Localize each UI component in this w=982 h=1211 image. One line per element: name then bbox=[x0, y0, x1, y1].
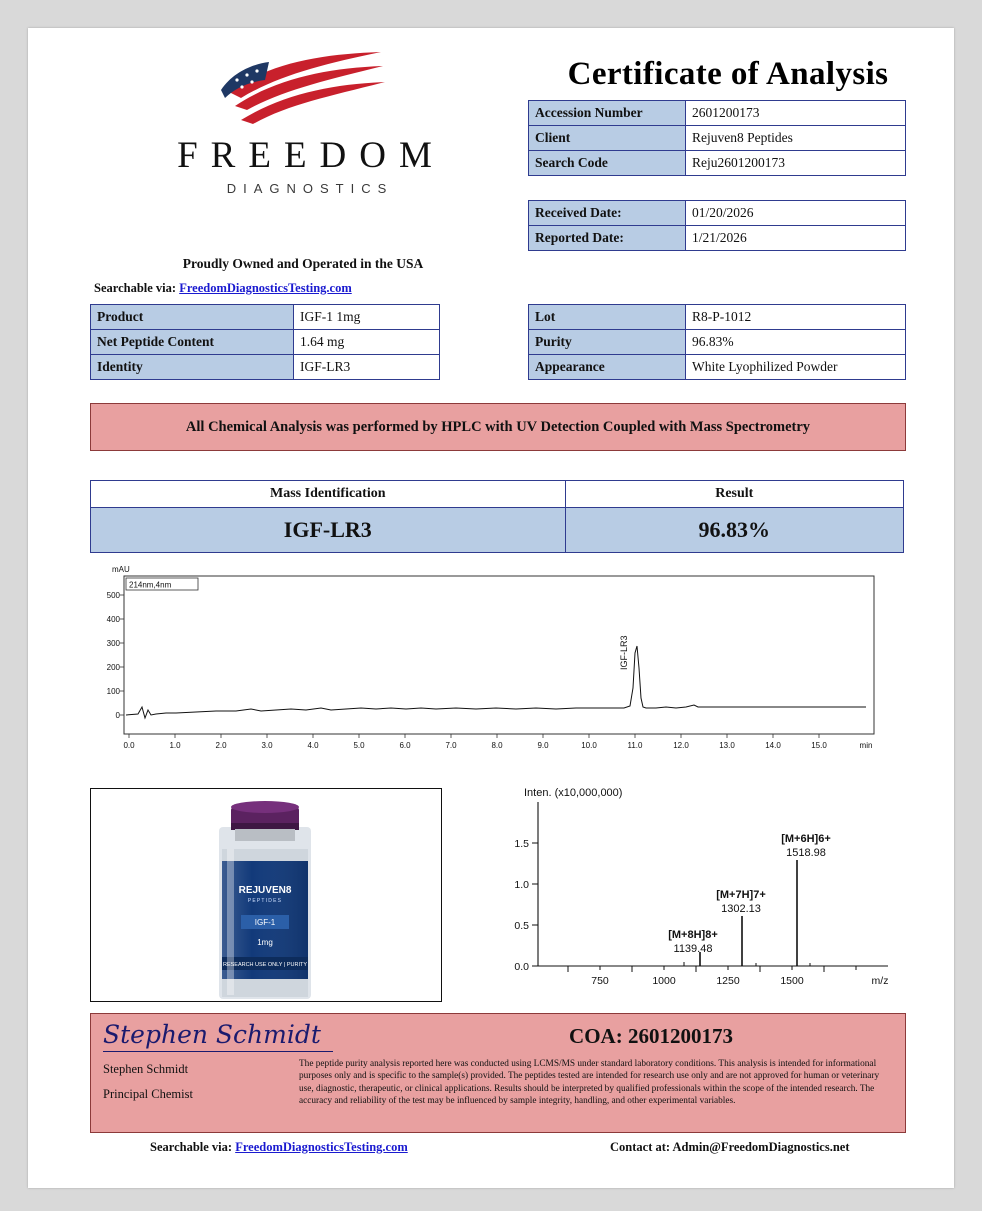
svg-text:13.0: 13.0 bbox=[719, 741, 735, 750]
svg-text:14.0: 14.0 bbox=[765, 741, 781, 750]
table-row bbox=[91, 330, 440, 355]
svg-text:200: 200 bbox=[106, 663, 120, 672]
dates-table bbox=[528, 200, 906, 251]
brand-logo bbox=[156, 50, 456, 196]
table-header-row bbox=[91, 481, 904, 508]
table-row bbox=[529, 330, 906, 355]
svg-text:0.0: 0.0 bbox=[514, 961, 529, 973]
ms-mz-7plus: 1302.13 bbox=[721, 903, 761, 915]
svg-text:1.5: 1.5 bbox=[514, 838, 529, 850]
svg-text:1500: 1500 bbox=[780, 975, 804, 987]
searchable-top-link[interactable]: FreedomDiagnosticsTesting.com bbox=[179, 281, 352, 295]
table-row bbox=[529, 101, 906, 126]
identity-value: IGF-LR3 bbox=[294, 355, 440, 380]
svg-text:214nm,4nm: 214nm,4nm bbox=[129, 580, 172, 590]
vial-brand: REJUVEN8 bbox=[238, 885, 292, 896]
search-code-value: Reju2601200173 bbox=[686, 151, 906, 176]
svg-text:6.0: 6.0 bbox=[399, 741, 411, 750]
table-row bbox=[529, 151, 906, 176]
analysis-method-banner: All Chemical Analysis was performed by HPLC with UV Detection Coupled with Mass Spectrometry bbox=[90, 403, 906, 451]
vial-sub: PEPTIDES bbox=[247, 898, 283, 904]
reported-date-value: 1/21/2026 bbox=[686, 226, 906, 251]
page-title: Certificate of Analysis bbox=[567, 56, 889, 92]
svg-text:mAU: mAU bbox=[112, 565, 130, 574]
svg-text:4.0: 4.0 bbox=[307, 741, 319, 750]
accession-number-value: 2601200173 bbox=[686, 101, 906, 126]
svg-text:7.0: 7.0 bbox=[445, 741, 457, 750]
table-row bbox=[529, 355, 906, 380]
table-row bbox=[529, 305, 906, 330]
document-header bbox=[28, 28, 954, 374]
result-value: 96.83% bbox=[565, 508, 903, 553]
ms-mz-6plus: 1518.98 bbox=[786, 847, 826, 859]
purity-label: Purity bbox=[529, 330, 686, 355]
table-row bbox=[529, 226, 906, 251]
table-row bbox=[91, 508, 904, 553]
svg-text:2.0: 2.0 bbox=[215, 741, 227, 750]
lot-label: Lot bbox=[529, 305, 686, 330]
svg-text:1250: 1250 bbox=[716, 975, 740, 987]
searchable-top bbox=[94, 281, 352, 296]
signer-role: Principal Chemist bbox=[103, 1087, 193, 1101]
ms-label-8plus: [M+8H]8+ bbox=[668, 929, 718, 941]
svg-text:300: 300 bbox=[106, 639, 120, 648]
svg-text:500: 500 bbox=[106, 591, 120, 600]
mass-spectrum-chart bbox=[488, 780, 908, 1008]
svg-text:750: 750 bbox=[591, 975, 609, 987]
svg-text:min: min bbox=[859, 741, 873, 750]
reported-date-label: Reported Date: bbox=[529, 226, 686, 251]
svg-text:100: 100 bbox=[106, 687, 120, 696]
disclaimer-text: The peptide purity analysis reported here was conducted using LCMS/MS under standard laboratory conditions. This analysis is intended for informational purposes only and is specific to the sample(s) provided. The peptides tested are intended for research use only and are not approved for human or veterinary use, diagnostic, therapeutic, or clinical applications. Results should be interpreted by qualified professionals within the scope of the intended research. The accuracy and reliability of the test may be influenced by sample integrity, handling, and other experimental variables. bbox=[299, 1059, 880, 1107]
lot-table bbox=[528, 304, 906, 380]
lot-value: R8-P-1012 bbox=[686, 305, 906, 330]
appearance-label: Appearance bbox=[529, 355, 686, 380]
ms-mz-8plus: 1139.48 bbox=[673, 943, 713, 955]
table-row bbox=[529, 126, 906, 151]
searchable-top-label: Searchable via: bbox=[94, 281, 177, 295]
mass-identification-table bbox=[90, 480, 904, 553]
svg-text:0.5: 0.5 bbox=[514, 920, 529, 932]
svg-text:10.0: 10.0 bbox=[581, 741, 597, 750]
appearance-value: White Lyophilized Powder bbox=[686, 355, 906, 380]
svg-text:0.0: 0.0 bbox=[123, 741, 135, 750]
hplc-chromatogram bbox=[76, 558, 906, 773]
brand-tagline: Proudly Owned and Operated in the USA bbox=[182, 256, 424, 271]
mass-id-value: IGF-LR3 bbox=[91, 508, 566, 553]
ms-label-7plus: [M+7H]7+ bbox=[716, 889, 766, 901]
received-date-label: Received Date: bbox=[529, 201, 686, 226]
product-table bbox=[90, 304, 440, 380]
search-code-label: Search Code bbox=[529, 151, 686, 176]
result-header: Result bbox=[565, 481, 903, 508]
brand-subtitle: DIAGNOSTICS bbox=[226, 181, 394, 196]
vial-note: RESEARCH USE ONLY | PURITY bbox=[222, 962, 308, 968]
vial-product: IGF-1 bbox=[254, 918, 276, 927]
flag-icon bbox=[211, 50, 401, 130]
signature: Stephen Schmidt bbox=[103, 1020, 333, 1052]
brand-name: FREEDOM bbox=[177, 135, 445, 176]
client-value: Rejuven8 Peptides bbox=[686, 126, 906, 151]
ms-label-6plus: [M+6H]6+ bbox=[781, 833, 831, 845]
searchable-bottom bbox=[150, 1140, 408, 1155]
product-value: IGF-1 1mg bbox=[294, 305, 440, 330]
svg-text:9.0: 9.0 bbox=[537, 741, 549, 750]
svg-text:8.0: 8.0 bbox=[491, 741, 503, 750]
client-label: Client bbox=[529, 126, 686, 151]
svg-text:IGF-LR3: IGF-LR3 bbox=[619, 635, 629, 670]
svg-text:5.0: 5.0 bbox=[353, 741, 365, 750]
searchable-bottom-link[interactable]: FreedomDiagnosticsTesting.com bbox=[235, 1140, 408, 1154]
svg-text:0: 0 bbox=[115, 711, 120, 720]
searchable-bottom-label: Searchable via: bbox=[150, 1140, 233, 1154]
coa-page bbox=[28, 28, 954, 1188]
svg-text:3.0: 3.0 bbox=[261, 741, 273, 750]
accession-table bbox=[528, 100, 906, 176]
received-date-value: 01/20/2026 bbox=[686, 201, 906, 226]
svg-text:12.0: 12.0 bbox=[673, 741, 689, 750]
table-row bbox=[91, 355, 440, 380]
net-peptide-content-label: Net Peptide Content bbox=[91, 330, 294, 355]
table-row bbox=[91, 305, 440, 330]
vial-dose: 1mg bbox=[257, 938, 273, 947]
identity-label: Identity bbox=[91, 355, 294, 380]
svg-text:1.0: 1.0 bbox=[514, 879, 529, 891]
ms-title: Inten. (x10,000,000) bbox=[524, 787, 623, 799]
purity-value: 96.83% bbox=[686, 330, 906, 355]
bottom-bar bbox=[90, 1140, 904, 1162]
svg-text:400: 400 bbox=[106, 615, 120, 624]
coa-number: COA: 2601200173 bbox=[569, 1024, 733, 1048]
svg-text:11.0: 11.0 bbox=[627, 741, 643, 750]
contact-info: Contact at: Admin@FreedomDiagnostics.net bbox=[610, 1140, 850, 1154]
vial-photo bbox=[90, 788, 442, 1002]
accession-number-label: Accession Number bbox=[529, 101, 686, 126]
svg-text:1000: 1000 bbox=[652, 975, 676, 987]
mass-id-header: Mass Identification bbox=[91, 481, 566, 508]
table-row bbox=[529, 201, 906, 226]
product-label: Product bbox=[91, 305, 294, 330]
signer-name: Stephen Schmidt bbox=[103, 1062, 189, 1076]
net-peptide-content-value: 1.64 mg bbox=[294, 330, 440, 355]
svg-text:15.0: 15.0 bbox=[811, 741, 827, 750]
svg-text:m/z: m/z bbox=[871, 975, 889, 987]
footer-block bbox=[90, 1013, 906, 1133]
svg-text:1.0: 1.0 bbox=[169, 741, 181, 750]
